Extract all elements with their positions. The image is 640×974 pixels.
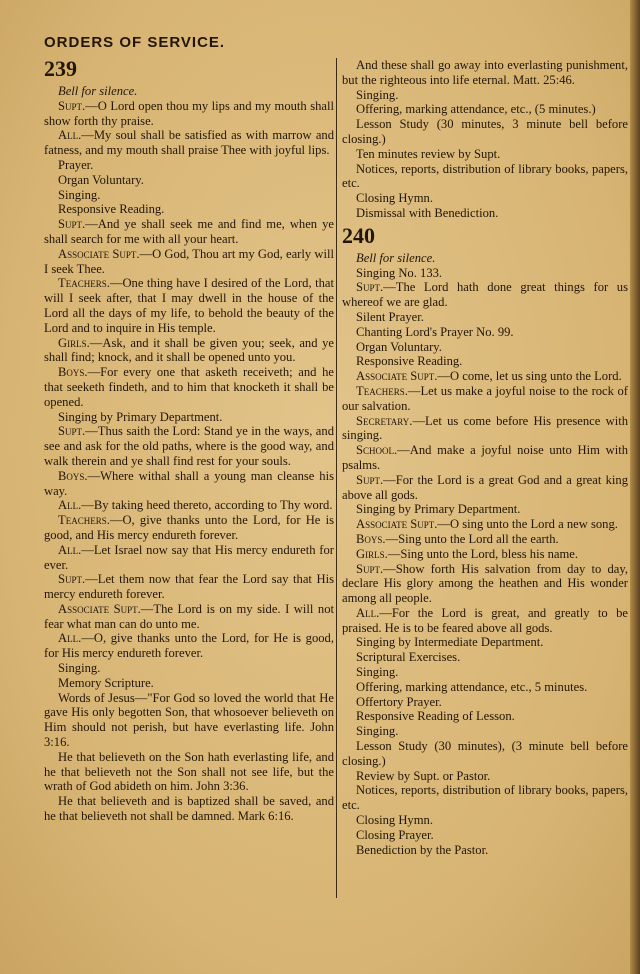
line-text: Benediction by the Pastor.	[356, 842, 489, 857]
line-text: Bell for silence.	[356, 250, 436, 265]
speaker-label: Associate Supt.	[58, 601, 141, 616]
line-text: Silent Prayer.	[356, 309, 424, 324]
speaker-label: Supt.	[58, 424, 86, 439]
line-text: Singing No. 133.	[356, 265, 443, 280]
line-text: Dismissal with Benediction.	[356, 205, 499, 220]
speaker-label: Boys.	[356, 531, 386, 546]
service-line	[44, 173, 334, 188]
service-line	[342, 58, 628, 88]
line-text: —O, give thanks unto the Lord, for He is good, and His mercy endureth forever.	[44, 513, 334, 542]
line-text: —Sing unto the Lord all the earth.	[385, 531, 559, 546]
line-text: —O Lord open thou my lips and my mouth shall show forth thy praise.	[44, 98, 334, 128]
speaker-label: All.	[58, 631, 82, 646]
line-text: Organ Voluntary.	[58, 172, 144, 187]
service-line	[44, 602, 334, 632]
line-text: Closing Hymn.	[356, 191, 433, 206]
order-number-239: 239	[44, 56, 77, 81]
service-line	[44, 99, 334, 129]
service-line	[44, 572, 334, 602]
speaker-label: Girls.	[356, 546, 388, 561]
service-line	[342, 724, 628, 739]
service-line	[44, 188, 334, 203]
service-line	[342, 606, 628, 636]
line-text: Singing by Primary Department.	[58, 409, 223, 424]
line-text: —My soul shall be satisfied as with marrow and fatness, and my mouth shall praise Thee with joyful lips.	[44, 128, 334, 158]
service-line	[44, 676, 334, 691]
service-line	[342, 562, 628, 606]
line-text: —For the Lord is a great God and a great king above all gods.	[342, 472, 628, 502]
speaker-label: Teachers.	[58, 513, 110, 528]
service-line	[44, 661, 334, 676]
line-text: Responsive Reading.	[356, 354, 463, 369]
line-text: Singing.	[58, 187, 101, 202]
speaker-label: Secretary.	[356, 413, 413, 428]
line-text: —The Lord hath done great things for us whereof we are glad.	[342, 280, 628, 310]
speaker-label: All.	[356, 605, 380, 620]
line-text: Singing.	[58, 661, 101, 676]
speaker-label: Teachers.	[356, 383, 408, 398]
service-line	[342, 117, 628, 147]
speaker-label: Boys.	[58, 365, 88, 380]
service-line	[44, 84, 334, 99]
service-line	[44, 631, 334, 661]
line-text: Memory Scripture.	[58, 675, 154, 690]
line-text: Words of Jesus—"For God so loved the world that He gave His only begotten Son, that whosoever believeth on Him should not perish, but have everlasting life. John 3:16.	[44, 690, 334, 750]
service-line	[342, 369, 628, 384]
line-text: He that believeth on the Son hath everlasting life, and he that believeth not the Son shall not see life, but the wrath of God abideth on him. John 3:36.	[44, 749, 334, 794]
line-text: Closing Hymn.	[356, 813, 433, 828]
service-line	[342, 340, 628, 355]
line-text: —O God, Thou art my God, early will I seek Thee.	[44, 246, 334, 276]
line-text: Notices, reports, distribution of library books, papers, etc.	[342, 161, 628, 191]
service-line	[44, 424, 334, 468]
line-text: —By taking heed thereto, according to Thy word.	[81, 498, 333, 513]
service-line	[342, 635, 628, 650]
line-text: —Ask, and it shall be given you; seek, and ye shall find; knock, and it shall be opened unto you.	[44, 335, 334, 365]
line-text: —Let Israel now say that His mercy endureth for ever.	[44, 542, 334, 572]
line-text: —One thing have I desired of the Lord, that will I seek after, that I may dwell in the house of the Lord all the days of my life, to behold the beauty of the Lord and to inquire in His temple.	[44, 276, 334, 335]
speaker-label: All.	[58, 498, 82, 513]
page-spine-shadow	[630, 0, 640, 974]
order-239-items	[44, 84, 334, 824]
line-text: Singing by Intermediate Department.	[356, 635, 544, 650]
line-text: —Where withal shall a young man cleanse his way.	[44, 468, 334, 498]
service-line	[44, 543, 334, 573]
column-divider	[336, 58, 337, 898]
service-line	[44, 128, 334, 158]
order-240-items	[342, 251, 628, 858]
page-header: ORDERS OF SERVICE.	[44, 34, 226, 51]
service-line	[342, 162, 628, 192]
speaker-label: Associate Supt.	[356, 369, 438, 384]
service-line	[342, 414, 628, 444]
service-line	[44, 750, 334, 794]
service-line	[342, 102, 628, 117]
speaker-label: Boys.	[58, 468, 88, 483]
line-text: —Let them now that fear the Lord say that His mercy endureth forever.	[44, 572, 334, 602]
service-line	[44, 469, 334, 499]
speaker-label: School.	[356, 443, 398, 458]
speaker-label: Supt.	[356, 561, 384, 576]
line-text: Bell for silence.	[58, 84, 138, 98]
service-line	[342, 280, 628, 310]
line-text: —For every one that asketh receiveth; and he that seeketh findeth, and to him that knocketh it shall be opened.	[44, 365, 334, 409]
service-line	[342, 828, 628, 843]
speaker-label: Supt.	[58, 98, 86, 113]
service-line	[342, 680, 628, 695]
line-text: Offertory Prayer.	[356, 694, 442, 709]
service-line	[342, 191, 628, 206]
line-text: —O sing unto the Lord a new song.	[437, 517, 618, 532]
speaker-label: All.	[58, 542, 82, 557]
line-text: —Sing unto the Lord, bless his name.	[387, 546, 579, 561]
line-text: Lesson Study (30 minutes, 3 minute bell before closing.)	[342, 117, 628, 146]
line-text: Responsive Reading.	[58, 202, 165, 217]
service-line	[342, 147, 628, 162]
service-line	[342, 813, 628, 828]
service-line	[44, 217, 334, 247]
service-line	[342, 88, 628, 103]
order-239-continued	[342, 58, 628, 221]
service-line	[44, 498, 334, 513]
service-line	[342, 843, 628, 858]
line-text: Singing.	[356, 87, 399, 102]
service-line	[44, 247, 334, 277]
speaker-label: Supt.	[58, 572, 86, 587]
service-line	[342, 709, 628, 724]
service-line	[342, 665, 628, 680]
service-line	[44, 336, 334, 366]
service-line	[44, 202, 334, 217]
line-text: —And ye shall seek me and find me, when ye shall search for me with all your heart.	[44, 217, 334, 246]
line-text: —Let us come before His presence with singing.	[342, 413, 628, 443]
line-text: Scriptural Exercises.	[356, 650, 461, 665]
speaker-label: Teachers.	[58, 276, 110, 291]
line-text: And these shall go away into everlasting punishment, but the righteous into life eternal. Matt. 25:46.	[342, 58, 628, 87]
service-line	[342, 384, 628, 414]
line-text: —Let us make a joyful noise to the rock of our salvation.	[342, 383, 628, 413]
line-text: Prayer.	[58, 157, 94, 172]
service-line	[342, 695, 628, 710]
speaker-label: Associate Supt.	[58, 246, 140, 261]
service-line	[44, 691, 334, 750]
line-text: Singing.	[356, 724, 399, 739]
service-line	[342, 547, 628, 562]
line-text: —Thus saith the Lord: Stand ye in the ways, and see and ask for the old paths, where is the good way, and walk therein and ye shall find rest for your souls.	[44, 424, 334, 468]
left-column	[44, 56, 334, 824]
service-line	[342, 354, 628, 369]
service-line	[44, 365, 334, 409]
service-line	[342, 310, 628, 325]
service-line	[342, 251, 628, 266]
speaker-label: Girls.	[58, 335, 90, 350]
line-text: Organ Voluntary.	[356, 339, 442, 354]
line-text: Review by Supt. or Pastor.	[356, 768, 491, 783]
line-text: —The Lord is on my side. I will not fear what man can do unto me.	[44, 601, 334, 631]
line-text: Notices, reports, distribution of library books, papers, etc.	[342, 783, 628, 813]
line-text: —O, give thanks unto the Lord, for He is good, for His mercy endureth forever.	[44, 631, 334, 661]
service-line	[342, 517, 628, 532]
speaker-label: Supt.	[58, 217, 86, 232]
service-line	[342, 473, 628, 503]
service-line	[342, 783, 628, 813]
line-text: Singing.	[356, 665, 399, 680]
line-text: Offering, marking attendance, etc., 5 minutes.	[356, 679, 588, 694]
line-text: Ten minutes review by Supt.	[356, 146, 501, 161]
line-text: Responsive Reading of Lesson.	[356, 709, 515, 724]
service-line	[44, 513, 334, 543]
line-text: Singing by Primary Department.	[356, 502, 521, 517]
speaker-label: Supt.	[356, 472, 384, 487]
speaker-label: All.	[58, 128, 82, 143]
service-line	[44, 158, 334, 173]
service-line	[342, 443, 628, 473]
speaker-label: Associate Supt.	[356, 517, 438, 532]
service-line	[342, 769, 628, 784]
service-line	[342, 650, 628, 665]
right-column	[342, 58, 628, 857]
speaker-label: Supt.	[356, 280, 384, 295]
service-line	[342, 739, 628, 769]
service-line	[44, 794, 334, 824]
service-line	[342, 266, 628, 281]
service-line	[342, 532, 628, 547]
order-number-240: 240	[342, 222, 375, 248]
line-text: Closing Prayer.	[356, 827, 434, 842]
service-line	[44, 410, 334, 425]
line-text: Chanting Lord's Prayer No. 99.	[356, 324, 514, 339]
line-text: Lesson Study (30 minutes), (3 minute bell before closing.)	[342, 739, 628, 768]
service-line	[342, 325, 628, 340]
service-line	[44, 276, 334, 335]
line-text: —For the Lord is great, and greatly to be praised. He is to be feared above all gods.	[342, 605, 628, 635]
service-line	[342, 502, 628, 517]
service-line	[342, 206, 628, 221]
line-text: —Show forth His salvation from day to day, declare His glory among the heathen and His wonder among all people.	[342, 561, 628, 606]
line-text: —O come, let us sing unto the Lord.	[437, 369, 622, 384]
line-text: He that believeth and is baptized shall be saved, and he that believeth not shall be damned. Mark 6:16.	[44, 794, 334, 824]
line-text: —And make a joyful noise unto Him with psalms.	[342, 443, 628, 472]
line-text: Offering, marking attendance, etc., (5 minutes.)	[356, 102, 596, 117]
